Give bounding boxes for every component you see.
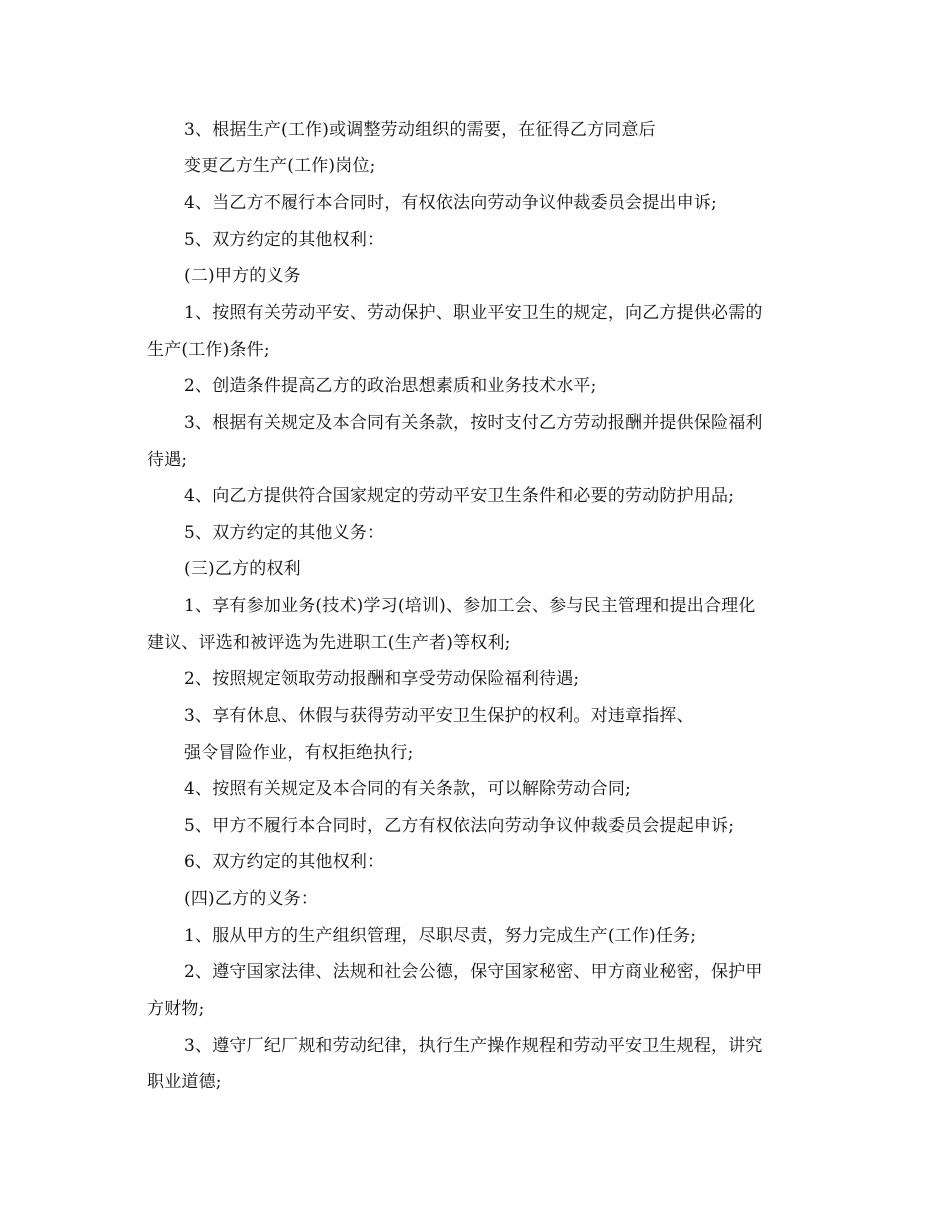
text-line: 6、双方约定的其他权利：	[184, 852, 385, 872]
section-heading: (二)甲方的义务	[184, 266, 301, 286]
text-line: 1、服从甲方的生产组织管理，尽职尽责，努力完成生产(工作)任务;	[184, 926, 697, 946]
text-line: 5、双方约定的其他权利：	[184, 230, 385, 250]
text-line: 4、当乙方不履行本合同时，有权依法向劳动争议仲裁委员会提出申诉;	[184, 193, 717, 213]
text-line: 5、甲方不履行本合同时，乙方有权依法向劳动争议仲裁委员会提起申诉;	[184, 816, 735, 836]
text-line: 方财物;	[147, 999, 205, 1019]
text-line: 待遇;	[147, 450, 188, 470]
text-line: 4、向乙方提供符合国家规定的劳动平安卫生条件和必要的劳动防护用品;	[184, 486, 735, 506]
text-line: 强令冒险作业，有权拒绝执行;	[184, 743, 414, 763]
text-line: 2、遵守国家法律、法规和社会公德，保守国家秘密、甲方商业秘密，保护甲	[184, 962, 763, 982]
text-line: 职业道德;	[147, 1072, 222, 1092]
section-heading: (四)乙方的义务：	[184, 889, 319, 909]
text-line: 3、享有休息、休假与获得劳动平安卫生保护的权利。对违章指挥、	[184, 706, 694, 726]
text-line: 1、按照有关劳动平安、劳动保护、职业平安卫生的规定，向乙方提供必需的	[184, 303, 763, 323]
text-line: 3、遵守厂纪厂规和劳动纪律，执行生产操作规程和劳动平安卫生规程，讲究	[184, 1036, 763, 1056]
text-line: 1、享有参加业务(技术)学习(培训)、参加工会、参与民主管理和提出合理化	[184, 596, 756, 616]
text-line: 2、按照规定领取劳动报酬和享受劳动保险福利待遇;	[184, 669, 580, 689]
text-line: 2、创造条件提高乙方的政治思想素质和业务技术水平;	[184, 376, 597, 396]
text-line: 变更乙方生产(工作)岗位;	[184, 156, 376, 176]
text-line: 3、根据生产(工作)或调整劳动组织的需要，在征得乙方同意后	[184, 120, 656, 140]
section-heading: (三)乙方的权利	[184, 559, 301, 579]
text-line: 5、双方约定的其他义务：	[184, 523, 385, 543]
text-line: 建议、评选和被评选为先进职工(生产者)等权利;	[147, 633, 511, 653]
text-line: 3、根据有关规定及本合同有关条款，按时支付乙方劳动报酬并提供保险福利	[184, 413, 763, 433]
text-line: 4、按照有关规定及本合同的有关条款，可以解除劳动合同;	[184, 779, 631, 799]
text-line: 生产(工作)条件;	[147, 340, 270, 360]
